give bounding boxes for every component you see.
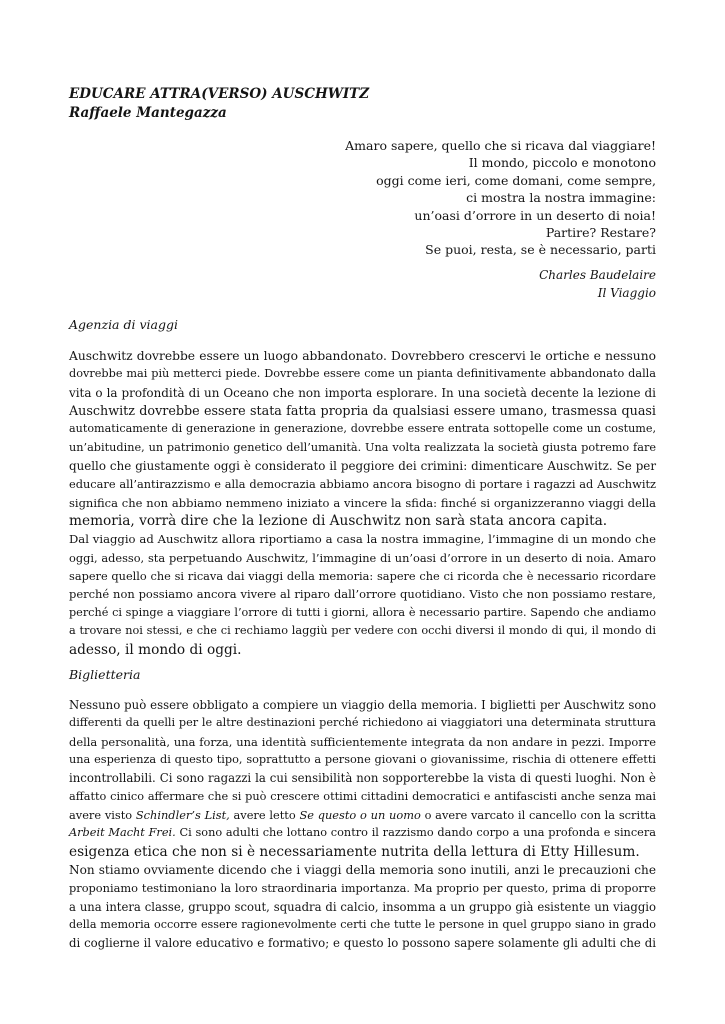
- epigraph-line: un’oasi d’orrore in un deserto di noia!: [414, 207, 656, 223]
- epigraph-line: Amaro sapere, quello che si ricava dal viaggiare!: [345, 138, 656, 153]
- document-author: Raffaele Mantegazza: [69, 105, 227, 121]
- paragraph-line: esigenza etica che non si è necessariamente nutrita della lettura di Etty Hillesum.: [69, 843, 640, 860]
- paragraph-line: vita o la profondità di un Oceano che non importa esplorare. In una società decente la lezione di: [69, 385, 656, 400]
- paragraph-line: Auschwitz dovrebbe essere un luogo abbandonato. Dovrebbero crescervi le ortiche e nessuno: [69, 349, 656, 363]
- paragraph-line: adesso, il mondo di oggi.: [69, 641, 242, 658]
- text-run: avere visto: [69, 808, 136, 823]
- paragraph-line: una esperienza di questo tipo, soprattutto a persone giovani o giovanissime, rischia di ottenere effetti: [69, 753, 656, 767]
- paragraph-line: differenti da quelli per le altre destinazioni perché richiedono ai viaggiatori una determinata struttura: [69, 716, 656, 730]
- paragraph-line: a trovare noi stessi, e che ci rechiamo laggiù per vedere con occhi diversi il mondo di qui, il mondo di: [69, 624, 656, 638]
- paragraph-line: dovrebbe mai più metterci piede. Dovrebbe essere come un pianta definitivamente abbandonato dalla: [69, 367, 656, 381]
- paragraph-line: di coglierne il valore educativo e formativo; e questo lo possono sapere solamente gli adulti che di: [69, 936, 656, 951]
- epigraph-line: Partire? Restare?: [545, 225, 656, 241]
- paragraph-line: [69, 824, 656, 842]
- paragraph-line: oggi, adesso, sta perpetuando Auschwitz, l’immagine di un’oasi d’orrore in un deserto di noia. Amaro: [69, 550, 656, 565]
- inscription-arbeit: Arbeit Macht Frei.: [69, 826, 176, 840]
- paragraph-line: memoria, vorrà dire che la lezione di Auschwitz non sarà stata ancora capita.: [69, 513, 608, 530]
- attribution-work: Il Viaggio: [597, 286, 656, 300]
- paragraph-line: affatto cinico affermare che si può crescere ottimi cittadini democratici e antifascisti anche senza mai: [69, 789, 656, 803]
- paragraph-line: sapere quello che si ricava dai viaggi della memoria: sapere che ci ricorda che è necessario ricordare: [69, 569, 656, 584]
- paragraph-line: un’abitudine, un patrimonio genetico dell’umanità. Una volta realizzata la società giusta potremo fare: [69, 440, 656, 454]
- attribution-author: Charles Baudelaire: [539, 268, 656, 282]
- epigraph: [196, 137, 656, 259]
- document-title: EDUCARE ATTRA(VERSO) AUSCHWITZ: [69, 86, 370, 102]
- paragraph-line: perché ci spinge a viaggiare l’orrore di tutti i giorni, allora è necessario partire. Sapendo che andiamo: [69, 605, 656, 619]
- paragraph-line: della personalità, una forza, una identità sufficientemente integrata da non andare in pezzi. Imporre: [69, 734, 656, 749]
- text-run: avere letto: [229, 808, 300, 823]
- paragraph-line: a una intera classe, gruppo scout, squadra di calcio, insomma a un gruppo già esistente un viaggio: [69, 899, 656, 914]
- paragraph-line: della memoria occorre essere ragionevolmente certi che tutte le persone in quel gruppo siano in grado: [69, 918, 656, 932]
- paragraph-line: [69, 806, 656, 824]
- section-heading-agenzia: Agenzia di viaggi: [69, 317, 178, 332]
- epigraph-line: oggi come ieri, come domani, come sempre,: [376, 172, 656, 188]
- epigraph-line: Se puoi, resta, se è necessario, parti: [425, 242, 656, 258]
- section2-body: [69, 696, 656, 953]
- paragraph-line: Auschwitz dovrebbe essere stata fatta propria da qualsiasi essere umano, trasmessa quasi: [69, 403, 656, 419]
- paragraph-line: significa che non abbiamo nemmeno iniziato a vincere la sfida: finché si organizzeranno viaggi della: [69, 495, 656, 510]
- paragraph-line: quello che giustamente oggi è considerato il peggiore dei crimini: dimenticare Auschwitz. Se per: [69, 459, 656, 474]
- paragraph-line: educare all’antirazzismo e alla democrazia abbiamo ancora bisogno di portare i ragazzi ad Auschwitz: [69, 477, 656, 492]
- epigraph-line: ci mostra la nostra immagine:: [466, 190, 656, 206]
- epigraph-attribution: [356, 266, 656, 302]
- paragraph-line: automaticamente di generazione in generazione, dovrebbe essere entrata sottopelle come un costume,: [69, 422, 656, 436]
- section-heading-biglietteria: Biglietteria: [69, 667, 141, 682]
- paragraph-line: Dal viaggio ad Auschwitz allora riportiamo a casa la nostra immagine, l’immagine di un mondo che: [69, 532, 656, 547]
- paragraph-line: Non stiamo ovviamente dicendo che i viaggi della memoria sono inutili, anzi le precauzioni che: [69, 863, 656, 878]
- section1-body: [69, 347, 656, 659]
- epigraph-line: Il mondo, piccolo e monotono: [468, 155, 656, 171]
- book-title-se-questo: Se questo o un uomo: [299, 808, 421, 823]
- paragraph-line: proponiamo testimoniano la loro straordinaria importanza. Ma proprio per questo, prima di proporre: [69, 881, 656, 896]
- book-title-schindler: Schindler’s List,: [135, 808, 230, 823]
- paragraph-line: perché non possiamo ancora vivere al riparo dall’orrore quotidiano. Visto che non possiamo restare,: [69, 587, 656, 602]
- text-run: Ci sono adulti che lottano contro il razzismo dando corpo a una profonda e sincera: [175, 826, 656, 840]
- text-run: o avere varcato il cancello con la scritta: [420, 808, 656, 823]
- paragraph-line: Nessuno può essere obbligato a compiere un viaggio della memoria. I biglietti per Auschwitz sono: [69, 698, 656, 712]
- paragraph-line: incontrollabili. Ci sono ragazzi la cui sensibilità non sopporterebbe la vista di questi luoghi. Non è: [69, 771, 656, 786]
